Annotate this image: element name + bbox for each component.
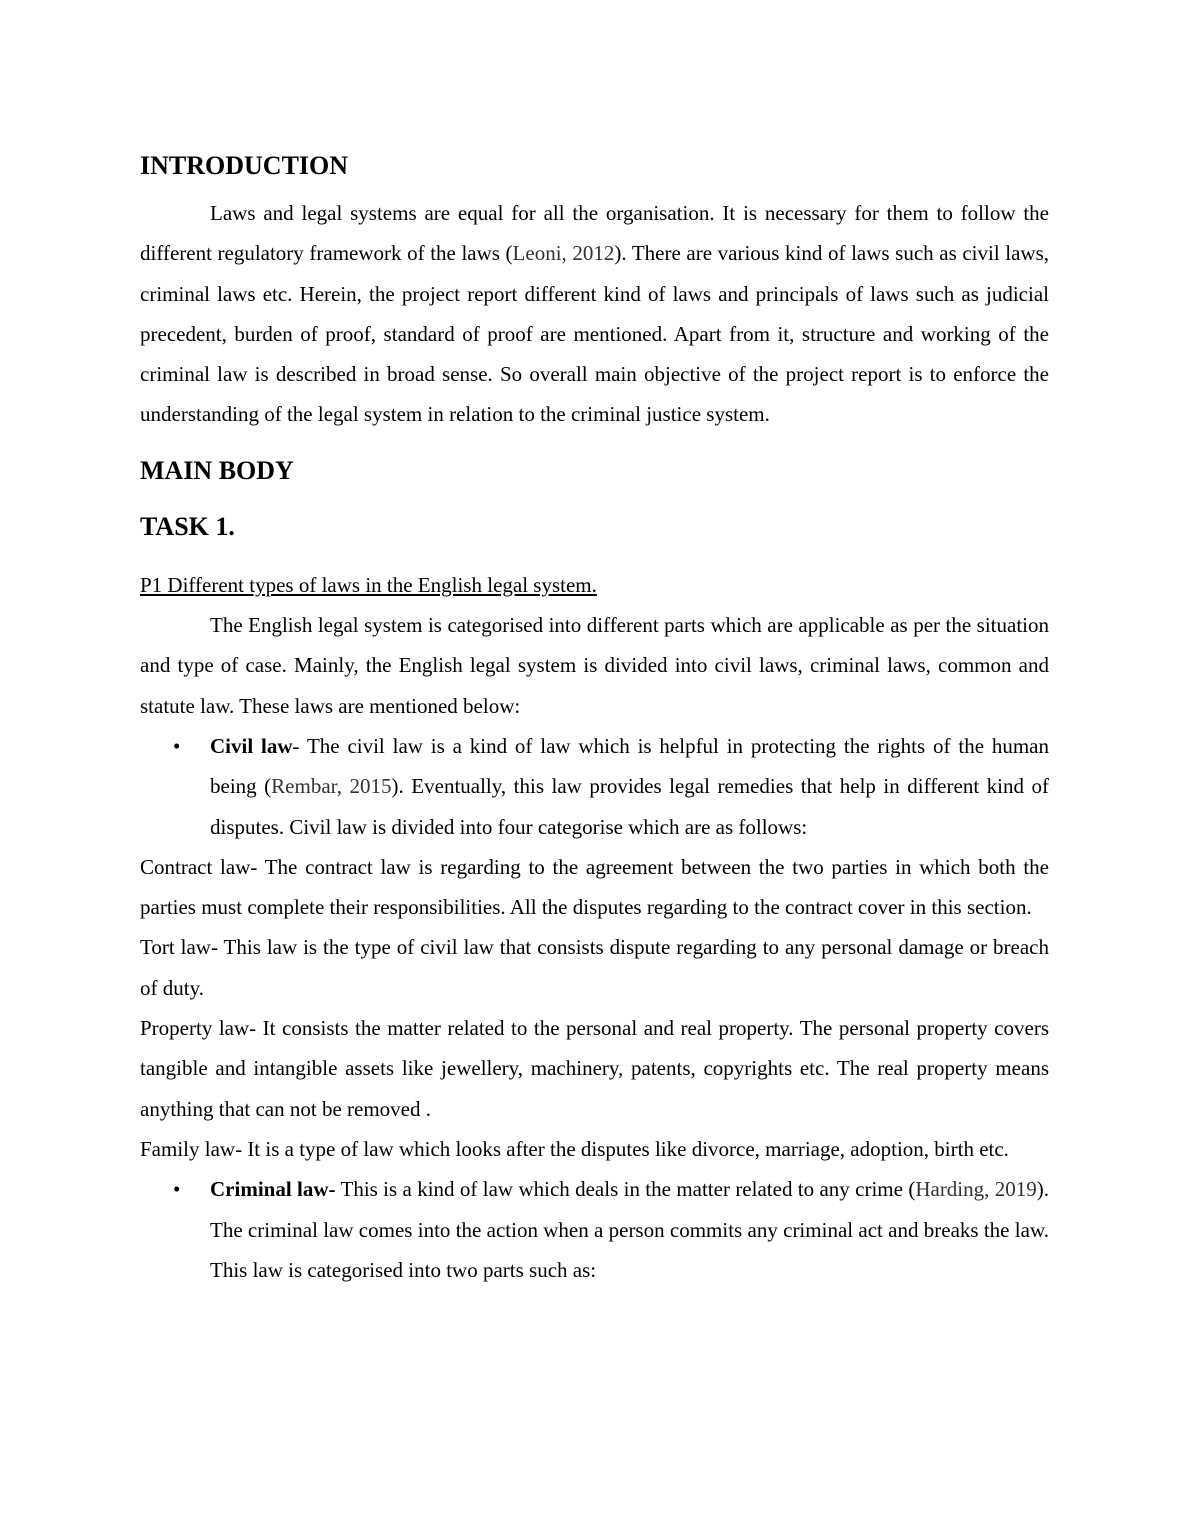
p1-paragraph: The English legal system is categorised into different parts which are applicable as per the situation and type of case. Mainly, the English legal system is divided into civil laws, criminal laws, common and statute law. These laws are mentioned below: <box>140 613 1049 718</box>
criminal-law-list <box>140 1169 1049 1290</box>
family-law-paragraph: Family law- It is a type of law which looks after the disputes like divorce, marriage, adoption, birth etc. <box>140 1136 1009 1161</box>
citation-leoni: Leoni, 2012 <box>512 241 615 266</box>
citation-rembar: Rembar, 2015 <box>271 774 392 799</box>
property-law-paragraph: Property law- It consists the matter related to the personal and real property. The personal property covers tangible and intangible assets like jewellery, machinery, patents, copyrights etc. The real property means anything that can not be removed . <box>140 1016 1049 1121</box>
criminal-law-title: Criminal law- <box>210 1177 336 1202</box>
civil-law-list <box>140 726 1049 847</box>
document-page <box>140 148 1049 1290</box>
bullet-icon: • <box>173 733 181 758</box>
civil-law-title: Civil law <box>210 733 293 758</box>
main-body-heading: MAIN BODY <box>140 455 294 485</box>
tort-law-paragraph: Tort law- This law is the type of civil law that consists dispute regarding to any personal damage or breach of duty. <box>140 935 1049 1000</box>
introduction-heading: INTRODUCTION <box>140 151 349 180</box>
criminal-law-item: • Criminal law- This is a kind of law which deals in the matter related to any crime (Harding, 2019). The criminal law comes into the action when a person commits any criminal act and breaks the law. This law is categorised into two parts such as: <box>140 1169 1049 1290</box>
introduction-paragraph: Laws and legal systems are equal for all the organisation. It is necessary for them to follow the different regulatory framework of the laws (Leoni, 2012). There are various kind of laws such as civil laws, criminal laws etc. Herein, the project report different kind of laws and principals of laws such as judicial precedent, burden of proof, standard of proof are mentioned. Apart from it, structure and working of the criminal law is described in broad sense. So overall main objective of the project report is to enforce the understanding of the legal system in relation to the criminal justice system. <box>140 201 1050 427</box>
bullet-icon: • <box>173 1177 181 1202</box>
p1-subheading: P1 Different types of laws in the English legal system. <box>140 572 597 597</box>
contract-law-paragraph: Contract law- The contract law is regarding to the agreement between the two parties in which both the parties must complete their responsibilities. All the disputes regarding to the contract cover in this section. <box>140 854 1049 920</box>
civil-law-item: • Civil law- The civil law is a kind of law which is helpful in protecting the rights of the human being (Rembar, 2015). Eventually, this law provides legal remedies that help in different kind of disputes. Civil law is divided into four categorise which are as follows: <box>140 726 1049 847</box>
citation-harding: Harding, 2019 <box>915 1177 1037 1202</box>
task-1-heading: TASK 1. <box>140 511 235 541</box>
